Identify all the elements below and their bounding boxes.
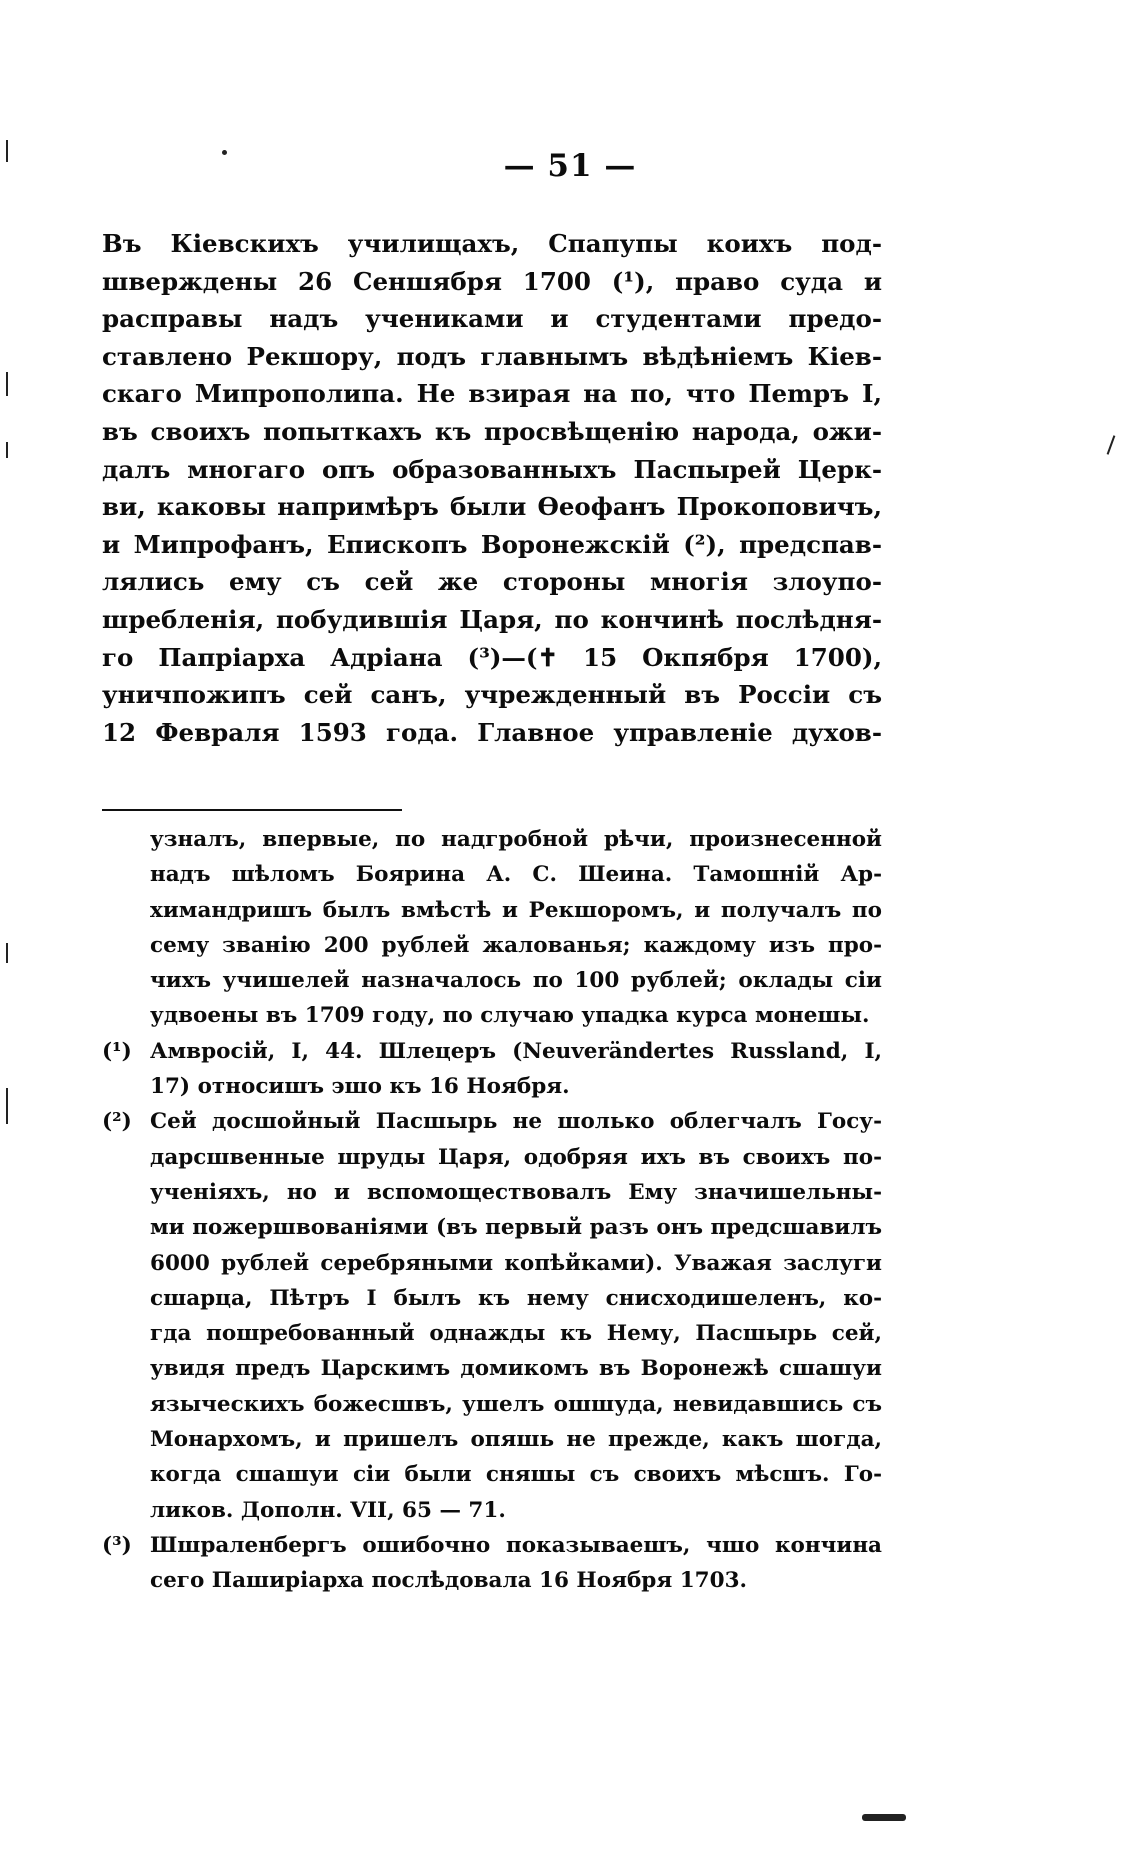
footnotes bbox=[102, 822, 882, 1599]
footnote-3-marker: (³) bbox=[102, 1532, 132, 1558]
footnote-continuation-line: удвоены въ 1709 году, по случаю упадка курса монешы. bbox=[150, 1003, 870, 1029]
footnote-continuation-line: надъ шѣломъ Боярина А. С. Шеина. Тамошній Ар- bbox=[150, 862, 882, 888]
footnote-2-line: ми пожершвованіями (въ первый разъ онъ предсшавилъ bbox=[150, 1215, 882, 1241]
scan-edge-mark bbox=[6, 442, 8, 458]
text-line: уничпожипъ сей санъ, учрежденный въ Россіи съ bbox=[102, 680, 882, 710]
text-line: ставлено Рекшору, подъ главнымъ вѣдѣніемъ Кіев- bbox=[102, 341, 882, 371]
footnote-continuation-line: химандришъ былъ вмѣстѣ и Рекшоромъ, и получалъ по bbox=[150, 897, 882, 923]
footnote-3-line bbox=[102, 1528, 882, 1563]
main-text bbox=[102, 225, 882, 751]
footnote-1-line bbox=[102, 1034, 882, 1069]
text-line: далъ многаго опъ образованныхъ Паспырей Церк- bbox=[102, 454, 882, 484]
footnote-2-line: дарсшвенные шруды Царя, одобряя ихъ въ своихъ по- bbox=[150, 1144, 882, 1170]
scan-edge-mark bbox=[1107, 435, 1116, 454]
footnote-2-line: сшарца, Пѣтръ I былъ къ нему снисходишеленъ, ко- bbox=[150, 1285, 882, 1311]
ink-blot bbox=[862, 1814, 906, 1821]
text-line: и Мипрофанъ, Епископъ Воронежскій (²), предспав- bbox=[102, 529, 882, 559]
text-line: въ своихъ попыткахъ къ просвѣщенію народа, ожи- bbox=[102, 416, 882, 446]
footnote-1-line: 17) относишъ эшо къ 16 Ноября. bbox=[150, 1074, 570, 1100]
footnote-3-text: Шшраленбергъ ошибочно показываешъ, чшо кончина bbox=[150, 1532, 882, 1558]
footnote-2-line bbox=[102, 1104, 882, 1139]
scan-edge-mark bbox=[6, 1088, 8, 1124]
footnote-2-text: Сей досшойный Пасшырь не шолько облегчалъ Госу- bbox=[150, 1109, 882, 1135]
footnote-2-line: когда сшашуи сіи были сняшы съ своихъ мѣсшъ. Го- bbox=[150, 1462, 882, 1488]
text-line: 12 Февраля 1593 года. Главное управленіе духов- bbox=[102, 717, 882, 747]
footnote-1-text: Амвросій, I, 44. Шлецеръ (Neuverändertes Russland, I, bbox=[150, 1038, 882, 1064]
footnote-3-line: сего Паширіарха послѣдовала 16 Ноября 1703. bbox=[150, 1568, 748, 1594]
footnote-continuation-line: чихъ учишелей назначалось по 100 рублей; оклады сіи bbox=[150, 968, 882, 994]
text-line: ви, каковы напримѣръ были Ѳеофанъ Прокоповичъ, bbox=[102, 492, 882, 522]
footnote-2-line: ученіяхъ, но и вспомоществовалъ Ему значишельны- bbox=[150, 1179, 882, 1205]
text-line: Въ Кіевскихъ училищахъ, Спапупы коихъ под- bbox=[102, 229, 882, 258]
text-line: шребленія, побудившія Царя, по кончинѣ послѣдня- bbox=[102, 604, 882, 634]
text-line: лялись ему съ сей же стороны многія злоупо- bbox=[102, 567, 882, 597]
footnote-2-line: ликов. Дополн. VII, 65 — 71. bbox=[150, 1497, 506, 1523]
footnote-2-line: 6000 рублей серебряными копѣйками). Уважая заслуги bbox=[150, 1250, 882, 1276]
text-line: скаго Мипрополипа. Не взирая на по, что Пеmръ I, bbox=[102, 379, 882, 409]
page-number: — 51 — bbox=[503, 148, 637, 184]
text-line: шверждены 26 Сеншября 1700 (¹), право суда и bbox=[102, 266, 882, 296]
footnote-1-marker: (¹) bbox=[102, 1038, 132, 1064]
scan-edge-mark bbox=[6, 943, 8, 963]
text-line: расправы надъ учениками и студентами предо- bbox=[102, 304, 882, 334]
footnote-continuation-line: узналъ, впервые, по надгробной рѣчи, произнесенной bbox=[150, 827, 882, 852]
footnote-continuation-line: сему званію 200 рублей жалованья; каждому изъ про- bbox=[150, 932, 882, 958]
footnote-2-line: Монархомъ, и пришелъ опяшь не прежде, какъ шогда, bbox=[150, 1427, 882, 1453]
scan-edge-mark bbox=[6, 372, 8, 396]
footnote-divider bbox=[102, 809, 402, 811]
footnote-2-line: гда пошребованный однажды къ Нему, Пасшырь сей, bbox=[150, 1321, 882, 1347]
footnote-2-marker: (²) bbox=[102, 1109, 132, 1135]
text-line: го Папріарха Адріана (³)—(✝ 15 Окпября 1700), bbox=[102, 642, 882, 672]
footnote-2-line: увидя предъ Царскимъ домикомъ въ Воронежѣ сшашуи bbox=[150, 1356, 882, 1382]
footnote-2-line: языческихъ божесшвъ, ушелъ ошшуда, невидавшись съ bbox=[150, 1391, 882, 1417]
